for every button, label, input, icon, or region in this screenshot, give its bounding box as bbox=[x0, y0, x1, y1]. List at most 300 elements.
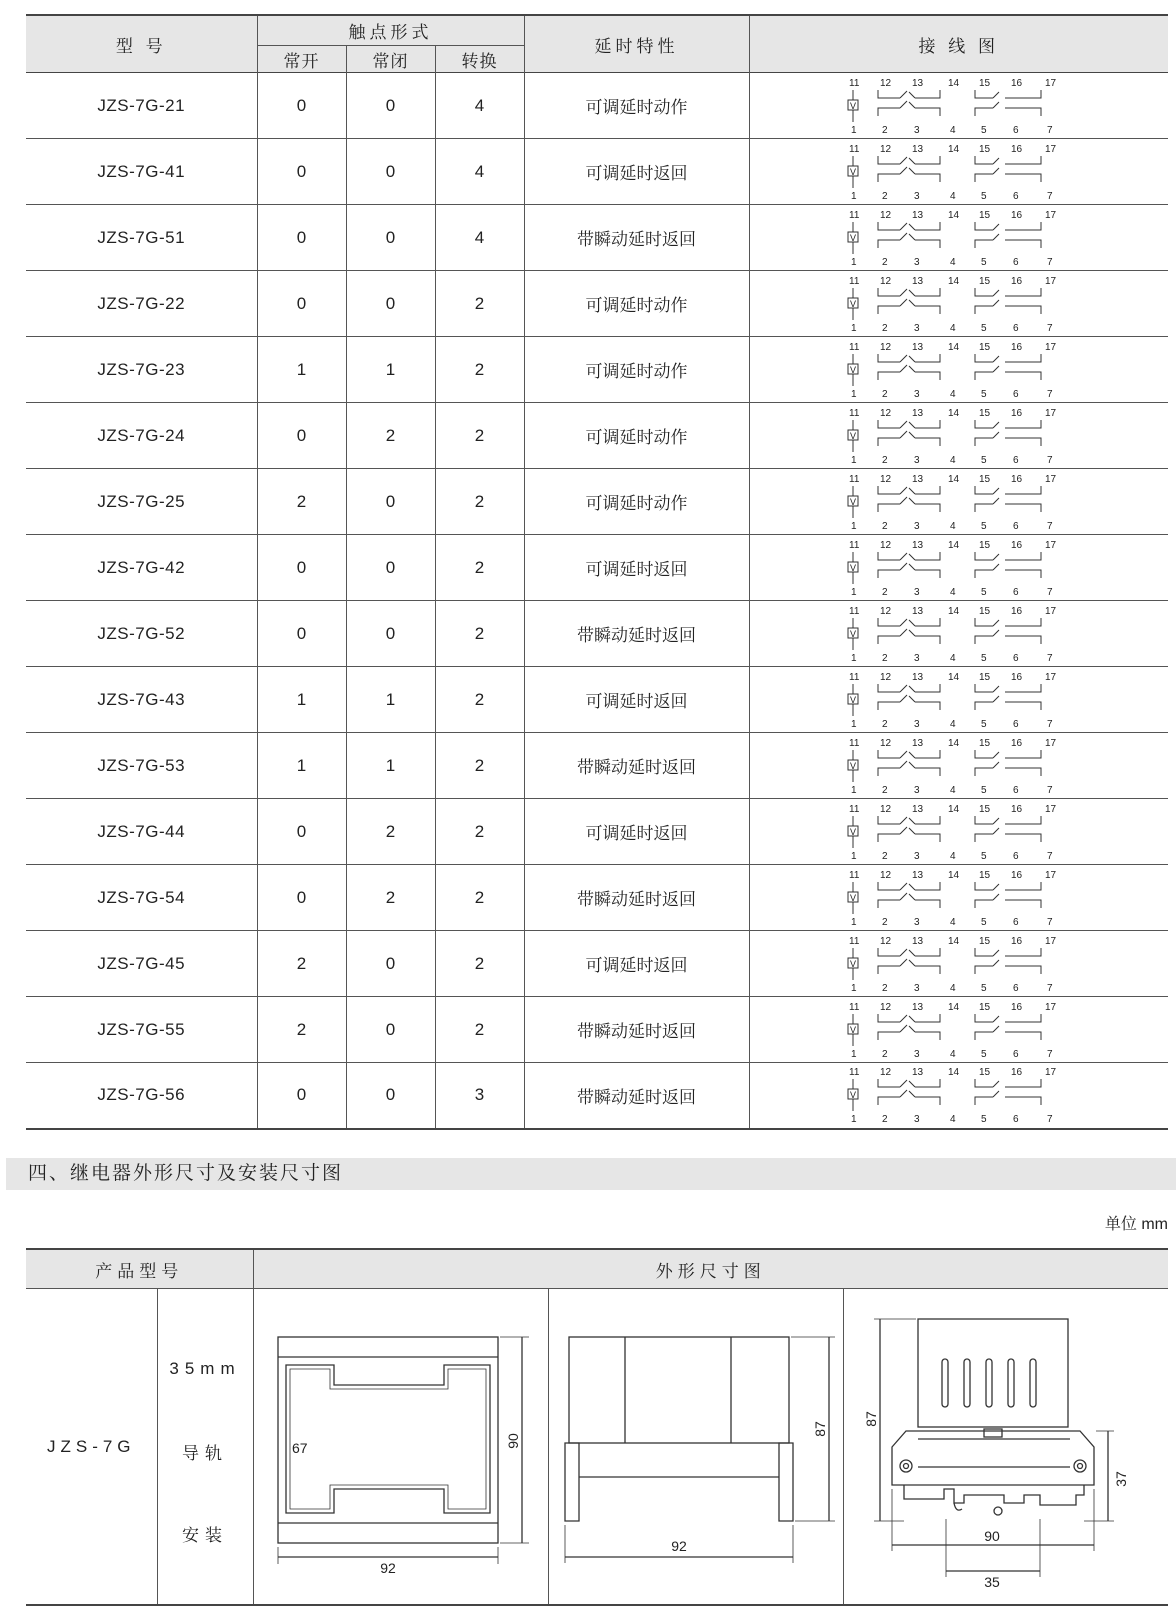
relay-coil-label: V bbox=[849, 430, 856, 441]
terminal-label-bottom: 1 bbox=[850, 124, 857, 136]
changeover-cell: 2 bbox=[435, 667, 524, 733]
terminal-label-top: 15 bbox=[978, 275, 990, 287]
changeover-cell: 2 bbox=[435, 469, 524, 535]
terminal-label-top: 12 bbox=[879, 737, 891, 749]
dim-rail-height-37: 37 bbox=[1112, 1471, 1129, 1487]
wiring-diagram-cell bbox=[749, 931, 1168, 997]
terminal-label-bottom: 3 bbox=[913, 982, 920, 994]
dim-rail-35: 35 bbox=[983, 1574, 1000, 1590]
terminal-label-top: 14 bbox=[947, 209, 959, 221]
terminal-label-bottom: 4 bbox=[949, 454, 956, 466]
normally-open-cell: 0 bbox=[257, 403, 346, 469]
terminal-label-bottom: 5 bbox=[980, 784, 987, 796]
terminal-label-top: 12 bbox=[879, 539, 891, 551]
delay-cell: 可调延时返回 bbox=[524, 931, 749, 997]
relay-coil-label: V bbox=[849, 1024, 856, 1035]
normally-open-cell: 0 bbox=[257, 205, 346, 271]
terminal-label-bottom: 4 bbox=[949, 652, 956, 664]
normally-open-cell: 1 bbox=[257, 733, 346, 799]
terminal-label-top: 14 bbox=[947, 77, 959, 89]
changeover-cell: 2 bbox=[435, 403, 524, 469]
wiring-diagram-cell bbox=[749, 667, 1168, 733]
terminal-label-top: 16 bbox=[1010, 869, 1022, 881]
terminal-label-top: 13 bbox=[911, 275, 923, 287]
relay-coil-label: V bbox=[849, 562, 856, 573]
terminal-label-bottom: 1 bbox=[850, 850, 857, 862]
terminal-label-bottom: 6 bbox=[1012, 718, 1019, 730]
terminal-label-top: 15 bbox=[978, 341, 990, 353]
terminal-label-top: 16 bbox=[1010, 209, 1022, 221]
wiring-diagram bbox=[845, 406, 1055, 466]
terminal-label-bottom: 7 bbox=[1046, 586, 1053, 598]
terminal-label-top: 11 bbox=[848, 473, 859, 485]
terminal-label-top: 14 bbox=[947, 671, 959, 683]
terminal-label-top: 11 bbox=[848, 77, 859, 89]
terminal-label-top: 13 bbox=[911, 1001, 923, 1013]
terminal-label-top: 14 bbox=[947, 275, 959, 287]
terminal-label-top: 13 bbox=[911, 803, 923, 815]
normally-closed-cell: 2 bbox=[346, 865, 435, 931]
terminal-label-bottom: 6 bbox=[1012, 586, 1019, 598]
terminal-label-bottom: 1 bbox=[850, 454, 857, 466]
table-row bbox=[26, 1063, 1168, 1129]
wiring-diagram-cell bbox=[749, 535, 1168, 601]
normally-open-cell: 1 bbox=[257, 337, 346, 403]
terminal-label-top: 12 bbox=[879, 671, 891, 683]
terminal-label-bottom: 3 bbox=[913, 454, 920, 466]
wiring-diagram bbox=[845, 604, 1055, 664]
model-cell: JZS-7G-56 bbox=[26, 1063, 257, 1129]
changeover-cell: 4 bbox=[435, 73, 524, 139]
terminal-label-bottom: 6 bbox=[1012, 322, 1019, 334]
normally-closed-cell: 2 bbox=[346, 799, 435, 865]
terminal-label-bottom: 3 bbox=[913, 322, 920, 334]
normally-closed-cell: 0 bbox=[346, 997, 435, 1063]
terminal-label-bottom: 1 bbox=[850, 190, 857, 202]
table-row bbox=[26, 799, 1168, 865]
terminal-label-top: 17 bbox=[1044, 737, 1056, 749]
terminal-label-bottom: 4 bbox=[949, 124, 956, 136]
relay-coil-label: V bbox=[849, 496, 856, 507]
terminal-label-bottom: 6 bbox=[1012, 124, 1019, 136]
terminal-label-top: 17 bbox=[1044, 539, 1056, 551]
normally-closed-cell: 2 bbox=[346, 403, 435, 469]
terminal-label-top: 16 bbox=[1010, 539, 1022, 551]
header-contact-form: 触点形式 bbox=[257, 15, 524, 46]
table-row bbox=[26, 667, 1168, 733]
relay-coil-label: V bbox=[849, 1090, 856, 1101]
terminal-label-bottom: 6 bbox=[1012, 1048, 1019, 1060]
terminal-label-top: 15 bbox=[978, 803, 990, 815]
wiring-diagram bbox=[845, 934, 1055, 994]
delay-cell: 可调延时动作 bbox=[524, 337, 749, 403]
relay-spec-table bbox=[26, 14, 1168, 1130]
terminal-label-top: 17 bbox=[1044, 473, 1056, 485]
normally-open-cell: 0 bbox=[257, 865, 346, 931]
changeover-cell: 4 bbox=[435, 205, 524, 271]
terminal-label-top: 12 bbox=[879, 935, 891, 947]
terminal-label-bottom: 5 bbox=[980, 850, 987, 862]
normally-closed-cell: 1 bbox=[346, 733, 435, 799]
terminal-label-top: 11 bbox=[848, 1067, 859, 1079]
terminal-label-top: 11 bbox=[848, 539, 859, 551]
terminal-label-bottom: 4 bbox=[949, 850, 956, 862]
terminal-label-top: 15 bbox=[978, 209, 990, 221]
delay-cell: 可调延时返回 bbox=[524, 799, 749, 865]
terminal-label-bottom: 2 bbox=[881, 916, 888, 928]
terminal-label-bottom: 1 bbox=[850, 1048, 857, 1060]
changeover-cell: 2 bbox=[435, 535, 524, 601]
relay-coil-label: V bbox=[849, 694, 856, 705]
table-row bbox=[26, 601, 1168, 667]
normally-open-cell: 0 bbox=[257, 271, 346, 337]
terminal-label-bottom: 1 bbox=[850, 652, 857, 664]
terminal-label-bottom: 7 bbox=[1046, 916, 1053, 928]
terminal-label-top: 15 bbox=[978, 473, 990, 485]
terminal-label-bottom: 1 bbox=[850, 784, 857, 796]
table-row bbox=[26, 73, 1168, 139]
changeover-cell: 4 bbox=[435, 139, 524, 205]
terminal-label-top: 16 bbox=[1010, 341, 1022, 353]
changeover-cell: 2 bbox=[435, 799, 524, 865]
delay-cell: 可调延时动作 bbox=[524, 73, 749, 139]
terminal-label-bottom: 3 bbox=[913, 124, 920, 136]
terminal-label-bottom: 5 bbox=[980, 1114, 987, 1126]
terminal-label-bottom: 1 bbox=[850, 520, 857, 532]
model-cell: JZS-7G-23 bbox=[26, 337, 257, 403]
terminal-label-bottom: 1 bbox=[850, 322, 857, 334]
model-cell: JZS-7G-24 bbox=[26, 403, 257, 469]
relay-coil-label: V bbox=[849, 892, 856, 903]
wiring-diagram bbox=[845, 208, 1055, 268]
wiring-diagram-cell bbox=[749, 205, 1168, 271]
terminal-label-bottom: 5 bbox=[980, 190, 987, 202]
model-cell: JZS-7G-44 bbox=[26, 799, 257, 865]
terminal-label-top: 16 bbox=[1010, 77, 1022, 89]
normally-closed-cell: 1 bbox=[346, 337, 435, 403]
terminal-label-top: 11 bbox=[848, 605, 859, 617]
terminal-label-top: 15 bbox=[978, 539, 990, 551]
terminal-label-bottom: 4 bbox=[949, 1114, 956, 1126]
header-normally-open: 常开 bbox=[257, 46, 346, 73]
terminal-label-bottom: 5 bbox=[980, 652, 987, 664]
terminal-label-top: 12 bbox=[879, 1001, 891, 1013]
terminal-label-top: 14 bbox=[947, 539, 959, 551]
terminal-label-top: 11 bbox=[848, 671, 859, 683]
terminal-label-top: 14 bbox=[947, 143, 959, 155]
delay-cell: 可调延时动作 bbox=[524, 469, 749, 535]
terminal-label-bottom: 7 bbox=[1046, 1048, 1053, 1060]
side-view-drawing bbox=[548, 1289, 843, 1606]
terminal-label-bottom: 7 bbox=[1046, 256, 1053, 268]
terminal-label-top: 11 bbox=[848, 209, 859, 221]
terminal-label-top: 12 bbox=[879, 473, 891, 485]
model-cell: JZS-7G-53 bbox=[26, 733, 257, 799]
terminal-label-bottom: 1 bbox=[850, 256, 857, 268]
wiring-diagram-cell bbox=[749, 139, 1168, 205]
normally-closed-cell: 0 bbox=[346, 271, 435, 337]
terminal-label-bottom: 5 bbox=[980, 586, 987, 598]
normally-open-cell: 2 bbox=[257, 931, 346, 997]
wiring-diagram-cell bbox=[749, 469, 1168, 535]
delay-cell: 可调延时动作 bbox=[524, 271, 749, 337]
terminal-label-bottom: 2 bbox=[881, 124, 888, 136]
delay-cell: 带瞬动延时返回 bbox=[524, 733, 749, 799]
header-delay: 延时特性 bbox=[524, 15, 749, 73]
terminal-label-top: 17 bbox=[1044, 605, 1056, 617]
terminal-label-top: 11 bbox=[848, 275, 859, 287]
terminal-label-top: 15 bbox=[978, 737, 990, 749]
terminal-label-top: 15 bbox=[978, 605, 990, 617]
table-row bbox=[26, 997, 1168, 1063]
terminal-label-top: 12 bbox=[879, 209, 891, 221]
terminal-label-bottom: 4 bbox=[949, 190, 956, 202]
wiring-diagram-cell bbox=[749, 799, 1168, 865]
wiring-diagram bbox=[845, 670, 1055, 730]
model-cell: JZS-7G-25 bbox=[26, 469, 257, 535]
terminal-label-top: 14 bbox=[947, 1067, 959, 1079]
terminal-label-bottom: 1 bbox=[850, 1114, 857, 1126]
terminal-label-bottom: 5 bbox=[980, 322, 987, 334]
terminal-label-top: 16 bbox=[1010, 671, 1022, 683]
terminal-label-top: 14 bbox=[947, 935, 959, 947]
dim-width-90: 90 bbox=[983, 1528, 1000, 1544]
normally-open-cell: 2 bbox=[257, 469, 346, 535]
terminal-label-top: 15 bbox=[978, 1001, 990, 1013]
model-cell: JZS-7G-41 bbox=[26, 139, 257, 205]
terminal-label-bottom: 3 bbox=[913, 784, 920, 796]
terminal-label-top: 16 bbox=[1010, 275, 1022, 287]
terminal-label-top: 15 bbox=[978, 935, 990, 947]
table-header bbox=[26, 15, 1168, 73]
terminal-label-top: 12 bbox=[879, 143, 891, 155]
terminal-label-top: 15 bbox=[978, 1067, 990, 1079]
terminal-label-bottom: 4 bbox=[949, 718, 956, 730]
terminal-label-top: 13 bbox=[911, 143, 923, 155]
terminal-label-bottom: 7 bbox=[1046, 784, 1053, 796]
changeover-cell: 2 bbox=[435, 865, 524, 931]
wiring-diagram bbox=[845, 142, 1055, 202]
section-title: 四、继电器外形尺寸及安装尺寸图 bbox=[6, 1158, 1176, 1190]
terminal-label-bottom: 3 bbox=[913, 916, 920, 928]
wiring-diagram-cell bbox=[749, 271, 1168, 337]
terminal-label-bottom: 5 bbox=[980, 916, 987, 928]
header-model: 型 号 bbox=[26, 15, 257, 73]
dimension-table bbox=[26, 1248, 1168, 1606]
terminal-label-top: 12 bbox=[879, 605, 891, 617]
terminal-label-bottom: 7 bbox=[1046, 652, 1053, 664]
terminal-label-bottom: 1 bbox=[850, 586, 857, 598]
terminal-label-bottom: 3 bbox=[913, 388, 920, 400]
terminal-label-top: 13 bbox=[911, 539, 923, 551]
delay-cell: 带瞬动延时返回 bbox=[524, 601, 749, 667]
terminal-label-top: 14 bbox=[947, 1001, 959, 1013]
model-cell: JZS-7G-51 bbox=[26, 205, 257, 271]
relay-coil-label: V bbox=[849, 628, 856, 639]
wiring-diagram-cell bbox=[749, 73, 1168, 139]
terminal-label-bottom: 2 bbox=[881, 322, 888, 334]
wiring-diagram bbox=[845, 274, 1055, 334]
normally-closed-cell: 0 bbox=[346, 139, 435, 205]
terminal-label-top: 13 bbox=[911, 473, 923, 485]
header-normally-closed: 常闭 bbox=[346, 46, 435, 73]
terminal-label-bottom: 7 bbox=[1046, 850, 1053, 862]
relay-coil-label: V bbox=[849, 760, 856, 771]
terminal-label-bottom: 3 bbox=[913, 520, 920, 532]
terminal-label-top: 14 bbox=[947, 605, 959, 617]
mount-line-3: 安装 bbox=[182, 1526, 228, 1545]
terminal-label-top: 11 bbox=[848, 803, 859, 815]
changeover-cell: 2 bbox=[435, 733, 524, 799]
side-view-svg bbox=[549, 1289, 844, 1607]
terminal-label-bottom: 7 bbox=[1046, 520, 1053, 532]
terminal-label-top: 16 bbox=[1010, 935, 1022, 947]
table-row bbox=[26, 469, 1168, 535]
wiring-diagram bbox=[845, 868, 1055, 928]
terminal-label-top: 11 bbox=[848, 143, 859, 155]
terminal-label-top: 13 bbox=[911, 869, 923, 881]
terminal-label-top: 17 bbox=[1044, 1001, 1056, 1013]
normally-open-cell: 2 bbox=[257, 997, 346, 1063]
terminal-label-top: 17 bbox=[1044, 803, 1056, 815]
table-row bbox=[26, 205, 1168, 271]
normally-open-cell: 0 bbox=[257, 139, 346, 205]
terminal-label-bottom: 5 bbox=[980, 388, 987, 400]
terminal-label-bottom: 3 bbox=[913, 586, 920, 598]
changeover-cell: 2 bbox=[435, 337, 524, 403]
terminal-label-bottom: 2 bbox=[881, 1114, 888, 1126]
table-row bbox=[26, 865, 1168, 931]
changeover-cell: 2 bbox=[435, 931, 524, 997]
mount-type bbox=[157, 1289, 253, 1606]
changeover-cell: 2 bbox=[435, 601, 524, 667]
terminal-label-bottom: 6 bbox=[1012, 982, 1019, 994]
rail-mount-svg bbox=[844, 1289, 1169, 1607]
terminal-label-top: 13 bbox=[911, 737, 923, 749]
terminal-label-bottom: 6 bbox=[1012, 256, 1019, 268]
terminal-label-bottom: 5 bbox=[980, 454, 987, 466]
terminal-label-bottom: 7 bbox=[1046, 322, 1053, 334]
normally-closed-cell: 0 bbox=[346, 73, 435, 139]
terminal-label-top: 11 bbox=[848, 935, 859, 947]
terminal-label-bottom: 2 bbox=[881, 652, 888, 664]
delay-cell: 带瞬动延时返回 bbox=[524, 997, 749, 1063]
terminal-label-bottom: 6 bbox=[1012, 520, 1019, 532]
terminal-label-bottom: 5 bbox=[980, 256, 987, 268]
normally-open-cell: 0 bbox=[257, 73, 346, 139]
model-cell: JZS-7G-52 bbox=[26, 601, 257, 667]
terminal-label-bottom: 7 bbox=[1046, 718, 1053, 730]
wiring-diagram-cell bbox=[749, 403, 1168, 469]
terminal-label-top: 16 bbox=[1010, 473, 1022, 485]
normally-closed-cell: 0 bbox=[346, 469, 435, 535]
wiring-diagram-cell bbox=[749, 997, 1168, 1063]
terminal-label-bottom: 2 bbox=[881, 784, 888, 796]
delay-cell: 可调延时动作 bbox=[524, 403, 749, 469]
terminal-label-bottom: 2 bbox=[881, 586, 888, 598]
wiring-diagram-cell bbox=[749, 337, 1168, 403]
wiring-diagram bbox=[845, 1065, 1055, 1125]
terminal-label-top: 17 bbox=[1044, 869, 1056, 881]
relay-coil-label: V bbox=[849, 958, 856, 969]
terminal-label-bottom: 2 bbox=[881, 718, 888, 730]
terminal-label-bottom: 2 bbox=[881, 850, 888, 862]
terminal-label-bottom: 7 bbox=[1046, 454, 1053, 466]
terminal-label-top: 14 bbox=[947, 473, 959, 485]
normally-closed-cell: 1 bbox=[346, 667, 435, 733]
delay-cell: 可调延时返回 bbox=[524, 139, 749, 205]
delay-cell: 带瞬动延时返回 bbox=[524, 205, 749, 271]
normally-closed-cell: 0 bbox=[346, 535, 435, 601]
terminal-label-bottom: 7 bbox=[1046, 388, 1053, 400]
terminal-label-top: 17 bbox=[1044, 143, 1056, 155]
header-outline-drawing: 外形尺寸图 bbox=[253, 1249, 1168, 1289]
terminal-label-bottom: 2 bbox=[881, 982, 888, 994]
wiring-diagram-cell bbox=[749, 601, 1168, 667]
terminal-label-bottom: 4 bbox=[949, 322, 956, 334]
terminal-label-top: 13 bbox=[911, 341, 923, 353]
terminal-label-top: 17 bbox=[1044, 1067, 1056, 1079]
wiring-diagram bbox=[845, 76, 1055, 136]
header-product-model: 产品型号 bbox=[26, 1249, 253, 1289]
terminal-label-top: 17 bbox=[1044, 77, 1056, 89]
model-cell: JZS-7G-45 bbox=[26, 931, 257, 997]
terminal-label-top: 13 bbox=[911, 935, 923, 947]
terminal-label-top: 12 bbox=[879, 803, 891, 815]
terminal-label-top: 13 bbox=[911, 77, 923, 89]
table-row bbox=[26, 733, 1168, 799]
terminal-label-bottom: 5 bbox=[980, 1048, 987, 1060]
terminal-label-bottom: 6 bbox=[1012, 454, 1019, 466]
terminal-label-top: 13 bbox=[911, 407, 923, 419]
terminal-label-top: 14 bbox=[947, 869, 959, 881]
terminal-label-bottom: 5 bbox=[980, 124, 987, 136]
table-row bbox=[26, 271, 1168, 337]
delay-cell: 带瞬动延时返回 bbox=[524, 865, 749, 931]
terminal-label-top: 14 bbox=[947, 407, 959, 419]
relay-coil-label: V bbox=[849, 166, 856, 177]
terminal-label-bottom: 4 bbox=[949, 388, 956, 400]
terminal-label-top: 17 bbox=[1044, 671, 1056, 683]
terminal-label-top: 13 bbox=[911, 209, 923, 221]
terminal-label-top: 15 bbox=[978, 407, 990, 419]
terminal-label-bottom: 6 bbox=[1012, 190, 1019, 202]
terminal-label-top: 17 bbox=[1044, 209, 1056, 221]
changeover-cell: 3 bbox=[435, 1063, 524, 1129]
table-body bbox=[26, 73, 1168, 1129]
terminal-label-top: 16 bbox=[1010, 1067, 1022, 1079]
terminal-label-bottom: 3 bbox=[913, 256, 920, 268]
dim-height-87: 87 bbox=[811, 1421, 828, 1437]
dim-width-92-side: 92 bbox=[670, 1538, 687, 1554]
changeover-cell: 2 bbox=[435, 271, 524, 337]
terminal-label-top: 16 bbox=[1010, 407, 1022, 419]
wiring-diagram-cell bbox=[749, 1063, 1168, 1129]
header-wiring: 接 线 图 bbox=[749, 15, 1168, 73]
terminal-label-top: 17 bbox=[1044, 275, 1056, 287]
terminal-label-top: 16 bbox=[1010, 1001, 1022, 1013]
terminal-label-bottom: 4 bbox=[949, 256, 956, 268]
terminal-label-bottom: 3 bbox=[913, 1114, 920, 1126]
dim-height-90: 90 bbox=[504, 1433, 521, 1449]
terminal-label-bottom: 2 bbox=[881, 256, 888, 268]
terminal-label-bottom: 2 bbox=[881, 190, 888, 202]
terminal-label-bottom: 5 bbox=[980, 520, 987, 532]
terminal-label-bottom: 6 bbox=[1012, 784, 1019, 796]
delay-cell: 带瞬动延时返回 bbox=[524, 1063, 749, 1129]
terminal-label-bottom: 4 bbox=[949, 982, 956, 994]
terminal-label-bottom: 3 bbox=[913, 850, 920, 862]
